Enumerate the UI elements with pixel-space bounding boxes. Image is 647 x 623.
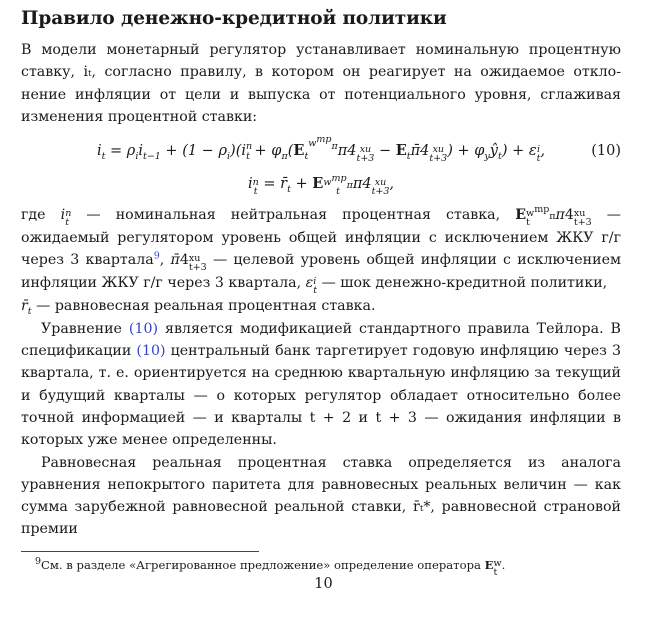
equilibrium-paragraph: Равновесная реальная процентная ставка определяется из аналога уравнения непокрытого паритета для равновесных реальных величин — как сумма зарубежной равновесной реальной ставки, r̄ₜ*, равновесной страновой премии — [21, 454, 621, 538]
equation-taylor-rule: $i_t = \rho_ii_{t-1} + (1 - \rho_i)(i^n_t + \varphi_\pi(E_t^{w^{mp}_\pi}\pi 4$ xu t+3 − $E_t\pī4$ xu t+3 ) + $\varphi_yŷ_t) + \varepsilon$ i t , (10) — [96, 134, 621, 165]
equation-ref-1[interactable]: (10) — [128, 320, 159, 337]
page-number: 10 — [314, 576, 333, 592]
footnote-divider — [21, 551, 259, 552]
footnote-ref[interactable]: 9 — [153, 250, 160, 262]
equation-number: (10) — [591, 143, 621, 160]
definitions-paragraph: где i n t — номинальная нейтральная процентная ставка, E $w^{mp}_\pi$ t π4 xu t+3 — ожидаемый регулятором уровень общей инфляции с исключением ЖКУ г/г через 3 квартала$^9$, π̄4 xu t+3 — целевой уровень общей инфляции с исключением инфляции ЖКУ г/г через 3 квартала, ε i t — шок денежно-кредитной политики, $r̄_t$ — равновесная реальная процентная ставка. — [21, 204, 622, 318]
taylor-paragraph: Уравнение (10) является модификацией стандартного правила Тейлора. В спецификации (10) центральный банк таргетирует годовую инфляцию через 3 квартала, т. е. ориентируется на среднюю квартальную инфляцию за текущий и будущий кварталы — о которых регулятор обладает относительно более точной информацией — и кварталы t + 2 и t + 3 — ожидания инфляции в которых уже менее определенны. — [21, 320, 622, 449]
footnote: $^9$См. в разделе «Агрегированное предложение» определение оператора E w t . — [35, 555, 506, 578]
equation-neutral-rate: i n t = $r̄_t + E$ $w^{mp}_\pi$ t π4 xu t+3 , — [247, 173, 395, 198]
equation-ref-2[interactable]: (10) — [136, 343, 166, 360]
section-title: Правило денежно-кредитной политики — [21, 8, 447, 29]
intro-paragraph: В модели монетарный регулятор устанавливает номинальную процентную ставку, iₜ, согласно правилу, в котором он реагирует на ожидаемое откло-нение инфляции от цели и выпуска от потенциального уровня, сглаживая изменения процентной ставки: — [21, 42, 621, 125]
